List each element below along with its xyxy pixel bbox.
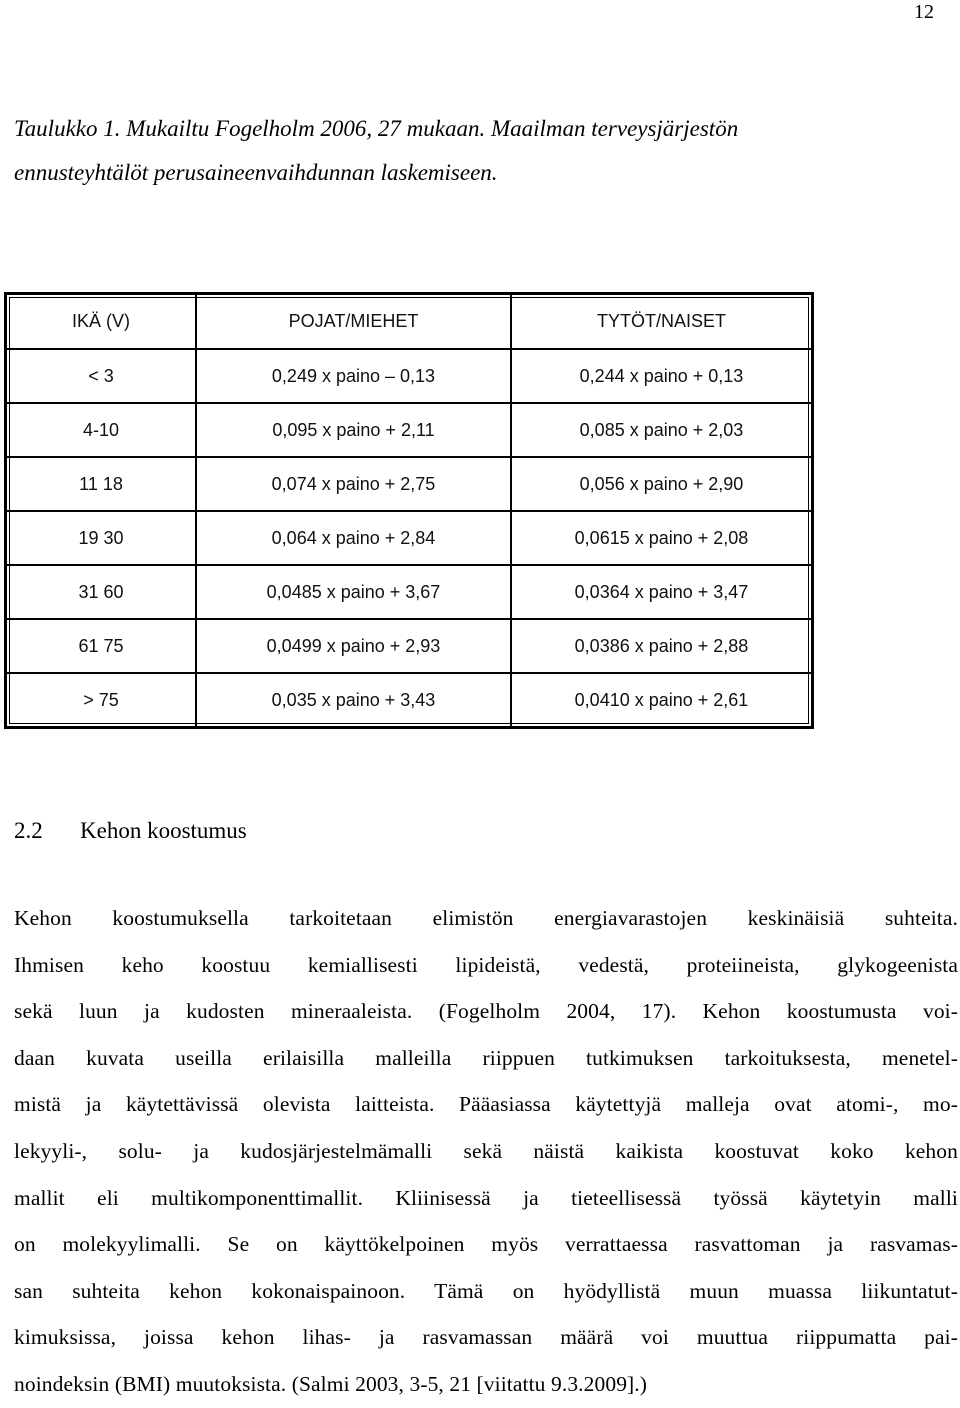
age-cell: 19 30	[7, 512, 197, 566]
paragraph-line: kimuksissa, joissa kehon lihas- ja rasvamassan määrä voi muuttua riippumatta pai-	[14, 1325, 958, 1350]
female-equation-cell: 0,244 x paino + 0,13	[512, 350, 811, 404]
section-number: 2.2	[14, 818, 43, 843]
male-equation-cell: 0,064 x paino + 2,84	[197, 512, 512, 566]
paragraph-line: lekyyli-, solu- ja kudosjärjestelmämalli sekä näistä kaikista koostuvat koko kehon	[14, 1138, 958, 1163]
male-equation-cell: 0,095 x paino + 2,11	[197, 404, 512, 458]
female-equation-cell: 0,0386 x paino + 2,88	[512, 620, 811, 674]
paragraph-line: noindeksin (BMI) muutoksista. (Salmi 2003, 3-5, 21 [viitattu 9.3.2009].)	[14, 1371, 648, 1396]
male-equation-cell: 0,074 x paino + 2,75	[197, 458, 512, 512]
table-row	[7, 350, 811, 404]
age-cell: < 3	[7, 350, 197, 404]
table-row	[7, 674, 811, 726]
paragraph-line: Ihmisen keho koostuu kemiallisesti lipideistä, vedestä, proteiineista, glykogeenista	[14, 952, 958, 977]
table-row	[7, 404, 811, 458]
age-cell: 61 75	[7, 620, 197, 674]
age-cell: 11 18	[7, 458, 197, 512]
section-heading	[14, 815, 247, 847]
male-equation-cell: 0,0499 x paino + 2,93	[197, 620, 512, 674]
male-equation-cell: 0,249 x paino – 0,13	[197, 350, 512, 404]
caption-line-2: ennusteyhtälöt perusaineenvaihdunnan laskemiseen.	[14, 160, 498, 185]
table-row	[7, 512, 811, 566]
female-equation-cell: 0,0410 x paino + 2,61	[574, 689, 749, 710]
table-row	[7, 458, 811, 512]
female-equation-cell: 0,056 x paino + 2,90	[512, 458, 811, 512]
paragraph-line: san suhteita kehon kokonaispainoon. Tämä on hyödyllistä muun muassa liikuntatut-	[14, 1278, 958, 1303]
table-caption	[14, 107, 914, 195]
table-row	[7, 620, 811, 674]
paragraph-line: mistä ja käytettävissä olevista laitteista. Pääasiassa käytettyjä malleja ovat atomi-, mo-	[14, 1092, 958, 1117]
body-paragraph	[14, 895, 958, 1408]
paragraph-line: mallit eli multikomponenttimallit. Kliinisessä ja tieteellisessä työssä käytetyin malli	[14, 1185, 958, 1210]
header-boys-men: POJAT/MIEHET	[197, 295, 512, 350]
male-equation-cell: 0,0485 x paino + 3,67	[197, 566, 512, 620]
paragraph-line: sekä luun ja kudosten mineraaleista. (Fogelholm 2004, 17). Kehon koostumusta voi-	[14, 999, 958, 1024]
age-cell: 31 60	[7, 566, 197, 620]
section-title: Kehon koostumus	[80, 818, 247, 843]
caption-line-1: Taulukko 1. Mukailtu Fogelholm 2006, 27 mukaan. Maailman terveysjärjestön	[14, 116, 739, 141]
female-equation-cell: 0,0615 x paino + 2,08	[512, 512, 811, 566]
table-header-row	[7, 295, 811, 350]
header-age: IKÄ (V)	[7, 295, 197, 350]
female-equation-cell: 0,085 x paino + 2,03	[512, 404, 811, 458]
paragraph-line: daan kuvata useilla erilaisilla malleilla riippuen tutkimuksen tarkoituksesta, menetel-	[14, 1045, 958, 1070]
table-row	[7, 566, 811, 620]
bmr-equation-table	[4, 292, 814, 729]
paragraph-line: Kehon koostumuksella tarkoitetaan elimistön energiavarastojen keskinäisiä suhteita.	[14, 906, 958, 930]
paragraph-line: on molekyylimalli. Se on käyttökelpoinen myös verrattaessa rasvattoman ja rasvamas-	[14, 1232, 958, 1257]
age-cell: 4-10	[7, 404, 197, 458]
age-cell: > 75	[7, 674, 197, 726]
female-equation-cell: 0,0364 x paino + 3,47	[512, 566, 811, 620]
male-equation-cell: 0,035 x paino + 3,43	[197, 674, 512, 726]
page-number: 12	[914, 1, 934, 23]
header-girls-women: TYTÖT/NAISET	[512, 295, 811, 350]
